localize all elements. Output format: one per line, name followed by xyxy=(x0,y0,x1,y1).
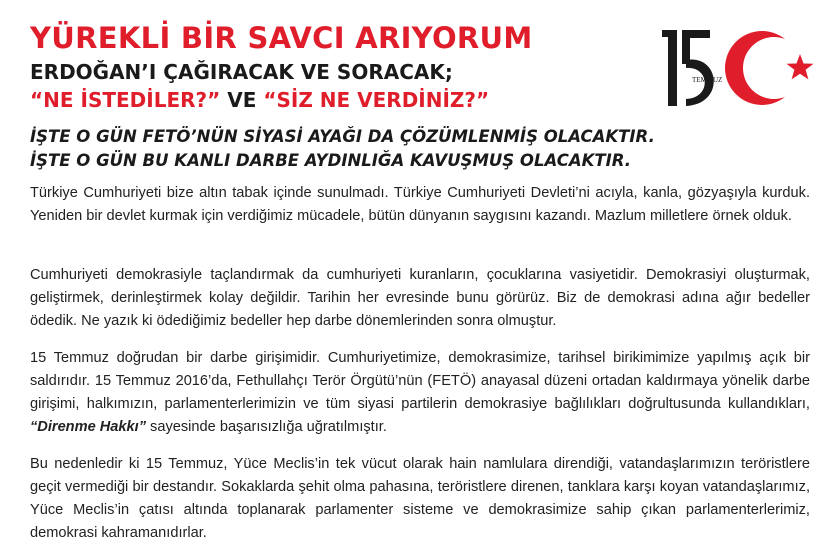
paragraph-3-text: 15 Temmuz doğrudan bir darbe girişimidir. Cumhuriyetimize, demokrasimize, tarihsel birikimimize yapılmış açık bir saldırıdır. 15 Temmuz 2016’da, Fethullahçı Terör Örgütü’nün (FETÖ) anayasal düzeni ortadan kaldırmaya yönelik darbe girişimi, halkımızın, parlamenterlerimizin ve tüm siyasi partilerin demokrasiye bağlılıkları doğrultusunda kullandıkları, xyxy=(30,350,810,412)
subheadline-1: ERDOĞAN’I ÇAĞIRACAK VE SORACAK; xyxy=(30,60,453,84)
subheadline-2 xyxy=(30,87,489,113)
question-siz-ne-verdiniz: “SİZ NE VERDİNİZ?” xyxy=(263,88,490,112)
paragraph-3 xyxy=(30,347,810,439)
emphasis-line-2: İŞTE O GÜN BU KANLI DARBE AYDINLIĞA KAVUŞMUŞ OLACAKTIR. xyxy=(30,151,632,170)
paragraph-1: Türkiye Cumhuriyeti bize altın tabak içinde sunulmadı. Türkiye Cumhuriyeti Devleti’ni acıyla, kanla, gözyaşıyla kurduk. Yeniden bir devlet kurmak için verdiğimiz mücadele, bütün dünyanın saygısını kazandı. Mazlum milletlere örnek olduk. xyxy=(30,185,810,224)
paragraph-2: Cumhuriyeti demokrasiyle taçlandırmak da cumhuriyeti kuranların, çocuklarına vasiyetidir. Demokrasiyi oluşturmak, geliştirmek, derinleştirmek kolay değildir. Tarihin her evresinde bunu görürüz. Biz de demokrasi adına ağır bedeller ödedik. Ne yazık ki ödediğimiz bedeller hep darbe dönemlerinden sonra olmuştur. xyxy=(30,267,810,329)
paragraph-3-text-end: sayesinde başarısızlığa uğratılmıştır. xyxy=(146,419,387,435)
logo-label: TEMMUZ xyxy=(692,76,723,84)
question-ne-istediler: “NE İSTEDİLER?” xyxy=(30,88,221,112)
direnme-hakki-emphasis: “Direnme Hakkı” xyxy=(30,419,146,435)
subheadline-connector: VE xyxy=(220,88,264,112)
cutoff-text-line xyxy=(30,548,810,560)
paragraph-4: Bu nedenledir ki 15 Temmuz, Yüce Meclis’in tek vücut olarak hain namlulara direndiği, vatandaşlarımızın teröristlere geçit vermediği bir destandır. Sokaklarda şehit olma pahasına, teröristlere direnen, tanklara karşı koyan vatandaşlarımız, Yüce Meclis’in çatısı altında toplanarak parlamenter sisteme ve demokrasimize sahip çıkan parlamenterlerimiz, demokrasi kahramanıdırlar. xyxy=(30,456,810,541)
15-temmuz-logo xyxy=(662,24,822,114)
emphasis-line-1: İŞTE O GÜN FETÖ’NÜN SİYASİ AYAĞI DA ÇÖZÜMLENMİŞ OLACAKTIR. xyxy=(30,127,655,146)
crescent-star-icon xyxy=(725,31,814,105)
headline: YÜREKLİ BİR SAVCI ARIYORUM xyxy=(30,21,533,55)
